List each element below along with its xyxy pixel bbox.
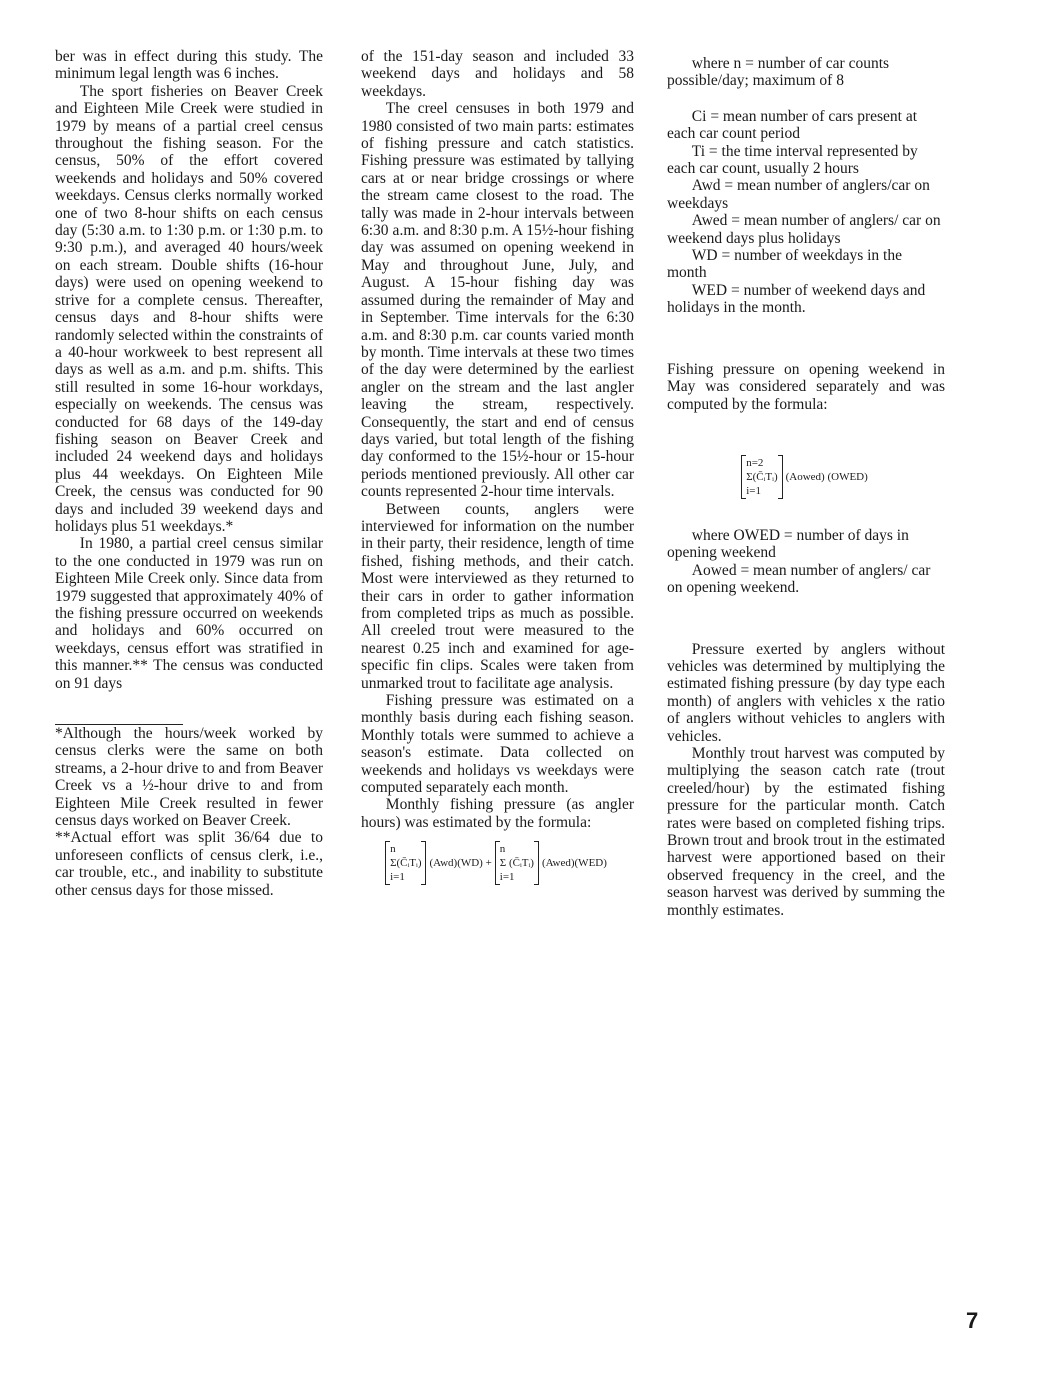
formula-upper-limit: n [499,843,506,856]
formula-opening-weekend [667,455,945,499]
formula-lower-limit: i=1 [746,484,761,497]
formula-sum: Σ(C̄ᵢTᵢ) [390,857,422,870]
formula-lower-limit: i=1 [499,871,515,884]
paragraph: Fishing pressure on opening weekend in May was considered separately and was computed by the formula: [667,360,945,413]
paragraph: The creel censuses in both 1979 and 1980 consisted of two main parts: estimates of fishing pressure and catch statistics. Fishing pressure was estimated by tallying cars at or near bridge crossings or where the stream came closest to the road. The tally was made in 2-hour intervals between 6:30 a.m. and 8:30 p.m. A 15½-hour fishing day was assumed on opening weekend in May and throughout June, July, and August. A 15-hour fishing day was assumed during the remainder of May and in September. Time intervals for the 6:30 a.m. and 8:30 p.m. car counts varied month by month. Time intervals at these two times of the day were determined by the earliest angler on the stream and the last angler leaving the stream, respectively. Consequently, the start and end of census days varied, but total length of the fishing day conformed to the 15½-hour or 15-hour periods mentioned previously. All other car counts represented 2-hour time intervals. [361,100,634,501]
formula-bracket [495,841,539,885]
definition-ci: Ci = mean number of cars present at each car count period [667,107,918,143]
definition-owed: where OWED = number of days in opening weekend [667,526,909,562]
formula-upper-limit: n=2 [746,456,764,469]
paragraph: ber was in effect during this study. The minimum legal length was 6 inches. [55,48,323,83]
footnote-1: *Although the hours/week worked by census clerks were the same on both streams, a 2-hour drive to and from Beaver Creek vs a ½-hour drive to and from Eighteen Mile Creek resulted in fewer census days worked on Beaver Creek. [55,725,323,830]
definition-awed: Awed = mean number of anglers/ car on weekend days plus holidays [667,212,941,247]
column-right [667,55,945,919]
formula-bracket [741,455,782,499]
formula-term: (Awd)(WD) + [429,857,492,870]
definition-awd: Awd = mean number of anglers/car on weekdays [667,177,930,212]
formula-sum: Σ(C̄ᵢTᵢ) [746,470,778,483]
page-number: 7 [966,1308,979,1333]
paragraph: The sport fisheries on Beaver Creek and Eighteen Mile Creek were studied in 1979 by means of a partial creel census throughout the fishing season. For the census, 50% of the effort covered weekends and holidays and 50% covered weekdays. Census clerks normally worked one of two 8-hour shifts on each census day (5:30 a.m. to 1:30 p.m. or 1:30 p.m. to 9:30 p.m.), and averaged 40 hours/week on each stream. Double shifts (16-hour days) were used on opening weekend to strive for a complete census. Thereafter, census days and 8-hour shifts were randomly selected within the constraints of a 40-hour workweek to best represent all days as well as a.m. and p.m. shifts. This still resulted in some 16-hour workdays, especially on weekends. The census was conducted for 68 days of the 149-day fishing season on Beaver Creek and included 24 weekend days and holidays plus 44 weekdays. On Eighteen Mile Creek, the census was conducted for 90 days and included 39 weekend days and holidays plus 51 weekdays.* [55,82,323,535]
paragraph: Between counts, anglers were interviewed for information on the number in their party, their residence, length of time fished, fishing methods, and their catch. Most were interviewed as they returned to their cars in order to gather information from completed trips as much as possible. All creeled trout were measured to the nearest 0.25 inch and examined for age-specific fin clips. Scales were taken from unmarked trout to facilitate age analysis. [361,500,634,692]
paragraph: Fishing pressure was estimated on a monthly basis during each fishing season. Monthly totals were summed to achieve a season's estimate. Data collected on weekends and holidays vs weekdays were computed separately each month. [361,692,634,797]
paragraph: Pressure exerted by anglers without vehicles was determined by multiplying the estimated fishing pressure (by day type each month) of anglers with vehicles x the ratio of anglers without vehicles to anglers with vehicles. [667,640,945,745]
footnote-2: **Actual effort was split 36/64 due to unforeseen conflicts of census clerk, i.e., car trouble, etc., and inability to substitute other census days for those missed. [55,829,323,899]
column-middle [361,48,634,891]
definition-n: where n = number of car counts possible/day; maximum of 8 [667,55,890,90]
definition-aowed: Aowed = mean number of anglers/ car on opening weekend. [667,561,931,597]
formula-term: (Awed)(WED) [541,857,607,870]
paragraph: Monthly trout harvest was computed by multiplying the season catch rate (trout creeled/hour) by the estimated fishing pressure for the particular month. Catch rates were based on completed fishing trips. Brown trout and brook trout in the estimated harvest were apportioned based on their observed frequency in the creel, and the season harvest was derived by summing the monthly estimates. [667,744,945,919]
definition-ti: Ti = the time interval represented by each car count, usually 2 hours [667,142,918,178]
column-left [55,48,323,899]
definition-wd: WD = number of weekdays in the month [667,247,902,282]
formula-bracket [385,841,426,885]
formula-lower-limit: i=1 [390,871,405,884]
paragraph: In 1980, a partial creel census similar to the one conducted in 1979 was run on Eighteen Mile Creek only. Since data from 1979 suggested that approximately 40% of the fishing pressure occurred on weekends and holidays and 60% occurred on weekdays, census effort was stratified in this manner.** The census was conducted on 91 days [55,535,323,692]
formula-term: (Aowed) (OWED) [785,470,868,483]
definition-wed: WED = number of weekend days and holidays in the month. [667,281,926,317]
formula-monthly-pressure [361,841,634,885]
formula-upper-limit: n [390,843,396,856]
paragraph: of the 151-day season and included 33 weekend days and holidays and 58 weekdays. [361,48,634,100]
paragraph: Monthly fishing pressure (as angler hours) was estimated by the formula: [361,796,634,831]
formula-sum: Σ (C̄ᵢTᵢ) [499,857,534,870]
